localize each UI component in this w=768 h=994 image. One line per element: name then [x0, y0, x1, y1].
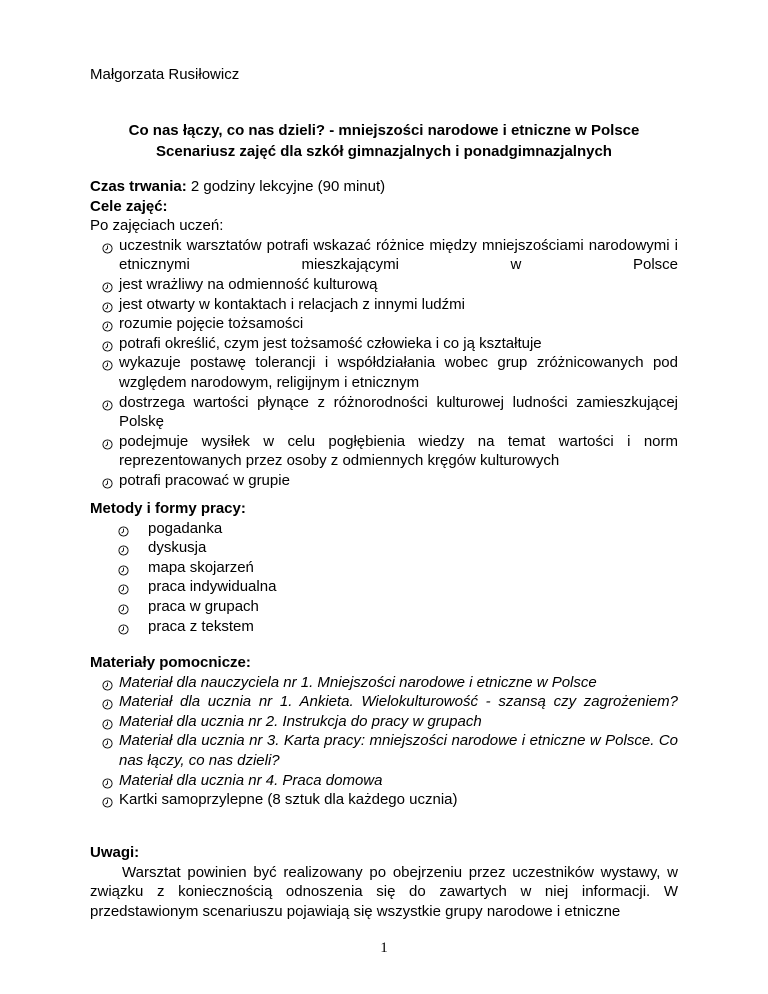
- clock-bullet-icon: [102, 794, 113, 805]
- author-name: Małgorzata Rusiłowicz: [90, 66, 240, 83]
- duration-line: [90, 177, 678, 197]
- list-item: mapa skojarzeń: [90, 558, 678, 578]
- list-item: jest wrażliwy na odmienność kulturową: [90, 275, 678, 295]
- clock-bullet-icon: [102, 397, 113, 408]
- methods-heading: Metody i formy pracy:: [90, 500, 246, 517]
- clock-bullet-icon: [102, 279, 113, 290]
- clock-bullet-icon: [102, 677, 113, 688]
- clock-bullet-icon: [118, 581, 129, 592]
- list-item: wykazuje postawę tolerancji i współdziałania wobec grup zróżnicowanych pod względem narodowym, religijnym i etnicznym: [90, 353, 678, 392]
- clock-bullet-icon: [102, 357, 113, 368]
- materials-list: [90, 673, 678, 810]
- list-item: Materiał dla ucznia nr 1. Ankieta. Wielokulturowość - szansą czy zagrożeniem?: [90, 692, 678, 712]
- list-item: pogadanka: [90, 519, 678, 539]
- list-item: jest otwarty w kontaktach i relacjach z innymi ludźmi: [90, 295, 678, 315]
- clock-bullet-icon: [102, 436, 113, 447]
- clock-bullet-icon: [118, 601, 129, 612]
- clock-bullet-icon: [102, 338, 113, 349]
- list-item: praca z tekstem: [90, 617, 678, 637]
- clock-bullet-icon: [118, 523, 129, 534]
- clock-bullet-icon: [118, 621, 129, 632]
- clock-bullet-icon: [102, 299, 113, 310]
- list-item: uczestnik warsztatów potrafi wskazać różnice między mniejszościami narodowymi i etnicznymi mieszkającymi w Polsce: [90, 236, 678, 275]
- methods-list: [90, 519, 678, 637]
- list-item: praca indywidualna: [90, 577, 678, 597]
- clock-bullet-icon: [102, 696, 113, 707]
- clock-bullet-icon: [102, 735, 113, 746]
- list-item: praca w grupach: [90, 597, 678, 617]
- document-title: Co nas łączy, co nas dzieli? - mniejszości narodowe i etniczne w Polsce: [128, 122, 640, 139]
- list-item: dostrzega wartości płynące z różnorodności kulturowej ludności zamieszkującej Polskę: [90, 393, 678, 432]
- duration-label: Czas trwania:: [90, 178, 187, 195]
- goals-section: [90, 177, 678, 491]
- notes-paragraph: Warsztat powinien być realizowany po obejrzeniu przez uczestników wystawy, w związku z koniecznością odnoszenia się do zawartych w niej informacji. W przedstawionym scenariuszu pojawiają się wszystkie grupy narodowe i etniczne: [90, 863, 678, 920]
- document-subtitle: Scenariusz zajęć dla szkół gimnazjalnych i ponadgimnazjalnych: [156, 143, 612, 160]
- goals-heading: Cele zajęć:: [90, 197, 168, 215]
- page-number: 1: [380, 940, 388, 956]
- list-item: Materiał dla ucznia nr 4. Praca domowa: [90, 771, 678, 791]
- clock-bullet-icon: [118, 542, 129, 553]
- materials-heading: Materiały pomocnicze:: [90, 654, 251, 671]
- list-item: rozumie pojęcie tożsamości: [90, 314, 678, 334]
- goals-intro: Po zajęciach uczeń:: [90, 217, 224, 235]
- list-item: dyskusja: [90, 538, 678, 558]
- clock-bullet-icon: [102, 240, 113, 251]
- methods-section: [90, 499, 678, 636]
- duration-value: 2 godziny lekcyjne (90 minut): [186, 178, 386, 195]
- materials-section: [90, 653, 678, 810]
- list-item: Kartki samoprzylepne (8 sztuk dla każdego ucznia): [90, 790, 678, 810]
- list-item: potrafi określić, czym jest tożsamość człowieka i co ją kształtuje: [90, 334, 678, 354]
- clock-bullet-icon: [102, 716, 113, 727]
- list-item: potrafi pracować w grupie: [90, 471, 678, 491]
- clock-bullet-icon: [102, 318, 113, 329]
- list-item: Materiał dla ucznia nr 3. Karta pracy: mniejszości narodowe i etniczne w Polsce. Co nas łączy, co nas dzieli?: [90, 731, 678, 770]
- notes-heading: Uwagi:: [90, 844, 140, 861]
- list-item: podejmuje wysiłek w celu pogłębienia wiedzy na temat wartości i norm reprezentowanych przez osoby z odmiennych kręgów kulturowych: [90, 432, 678, 471]
- clock-bullet-icon: [102, 475, 113, 486]
- notes-section: [90, 843, 678, 921]
- clock-bullet-icon: [102, 775, 113, 786]
- clock-bullet-icon: [118, 562, 129, 573]
- goals-list: [90, 236, 678, 491]
- list-item: Materiał dla ucznia nr 2. Instrukcja do pracy w grupach: [90, 712, 678, 732]
- list-item: Materiał dla nauczyciela nr 1. Mniejszości narodowe i etniczne w Polsce: [90, 673, 678, 693]
